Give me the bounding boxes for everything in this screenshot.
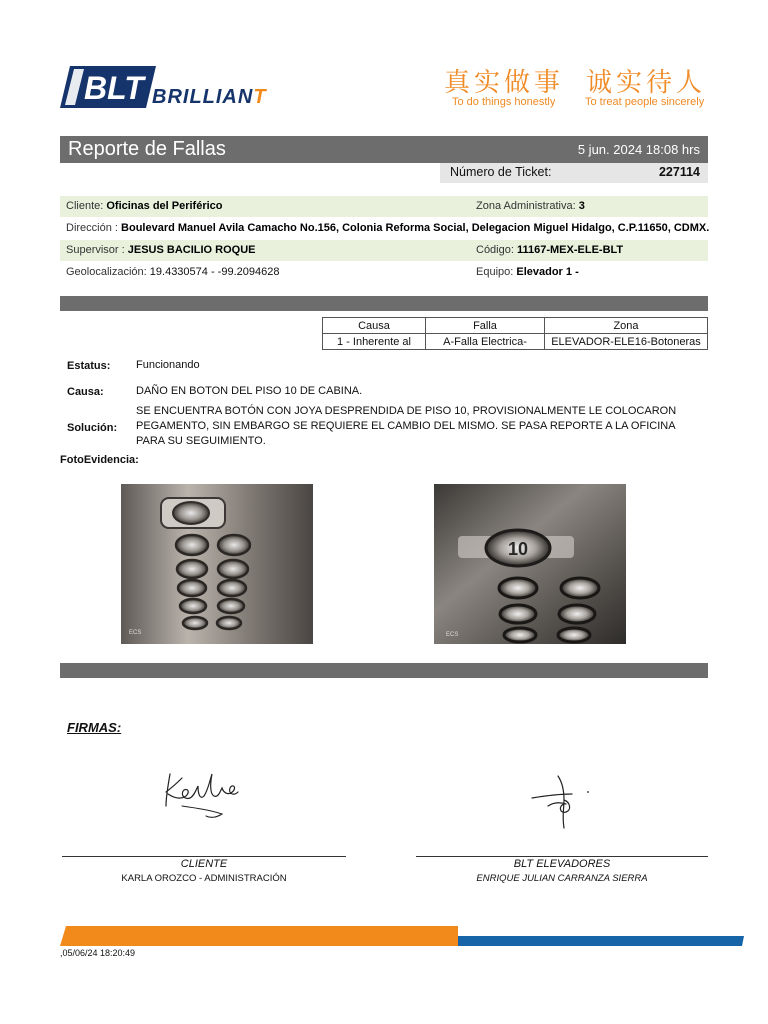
cell-zona: ELEVADOR-ELE16-Botoneras [545,334,708,350]
photo-right-floor-number: 10 [507,539,529,559]
info-row-direccion: Dirección : Boulevard Manuel Avila Camacho No.156, Colonia Reforma Social, Delegacion Miguel Hidalgo, C.P.11650, CDMX. [66,222,710,234]
section-divider-2 [60,663,708,678]
ticket-box [440,163,708,183]
equipo-value: Elevador 1 - [516,266,579,278]
motto-cn-1: 真实做事 [444,68,565,98]
causa-value: DAÑO EN BOTON DEL PISO 10 DE CABINA. [136,385,363,397]
solucion-value: SE ENCUENTRA BOTÓN CON JOYA DESPRENDIDA DE PISO 10, PROVISIONALMENTE LE COLOCARON PEGAMENTO, SIN EMBARGO SE REQUIERE EL CAMBIO DEL MISMO. SE PASA REPORTE A LA OFICINA PARA SU SEGUIMIENTO. [136,405,677,447]
causa-label: Causa: [67,386,104,398]
motto-en-1: To do things honestly [452,96,556,108]
info-row-supervisor: Supervisor : JESUS BACILIO ROQUE Código: 11167-MEX-ELE-BLT [60,240,708,261]
supervisor-value: JESUS BACILIO ROQUE [127,244,256,256]
codigo-value: 11167-MEX-ELE-BLT [516,244,624,256]
motto-cn-2: 诚实待人 [586,68,707,98]
estatus-value: Funcionando [136,359,200,371]
ticket-number: 227114 [658,165,700,179]
fault-table-row [323,334,708,350]
photo-evidence-left [121,484,313,644]
estatus-label: Estatus: [67,360,111,372]
geo-value: 19.4330574 - -99.2094628 [149,266,280,278]
header-causa: Causa [323,318,426,334]
blt-signature-title: BLT ELEVADORES [513,858,611,870]
brand-name: BRILLIANT [152,86,267,108]
header-zona: Zona [545,318,708,334]
report-title-bar [60,136,708,163]
photo-left-caption: ECS [129,630,142,636]
blt-logo [60,66,156,108]
blt-signature-name: ENRIQUE JULIAN CARRANZA SIERRA [476,873,648,884]
client-signature-title: CLIENTE [180,858,228,870]
header-falla: Falla [426,318,545,334]
blt-signature [528,772,598,839]
ticket-label: Número de Ticket: [450,165,552,179]
photo-right-caption: ECS [446,632,459,638]
solucion-label: Solución: [67,422,118,434]
report-datetime: 5 jun. 2024 18:08 hrs [577,142,700,157]
firmas-label: FIRMAS: [67,720,122,735]
info-row-cliente: Cliente: Oficinas del Periférico Zona Administrativa: 3 [60,196,708,217]
blt-signature-line [416,856,708,857]
info-row-geo: Geolocalización: 19.4330574 - -99.2094628 Equipo: Elevador 1 - [66,266,579,278]
footer-bar [60,926,744,953]
motto-en-2: To treat people sincerely [585,96,705,108]
fault-table-header [323,318,708,334]
client-signature [160,766,250,827]
cliente-value: Oficinas del Periférico [106,200,223,212]
direccion-value: Boulevard Manuel Avila Camacho No.156, Colonia Reforma Social, Delegacion Miguel Hidalgo, C.P.11650, CDMX. [121,222,710,234]
section-divider [60,296,708,311]
foto-evidencia-label: FotoEvidencia: [60,454,139,466]
report-title: Reporte de Fallas [68,138,226,160]
footer-timestamp: ,05/06/24 18:20:49 [60,948,136,958]
logo-text: BLT [84,70,144,106]
client-signature-line [62,856,346,857]
client-signature-name: KARLA OROZCO - ADMINISTRACIÓN [121,873,287,884]
photo-evidence-right [434,484,626,644]
fault-table [322,317,708,350]
cell-falla: A-Falla Electrica- [426,334,545,350]
cell-causa: 1 - Inherente al [323,334,426,350]
zona-value: 3 [578,200,585,212]
